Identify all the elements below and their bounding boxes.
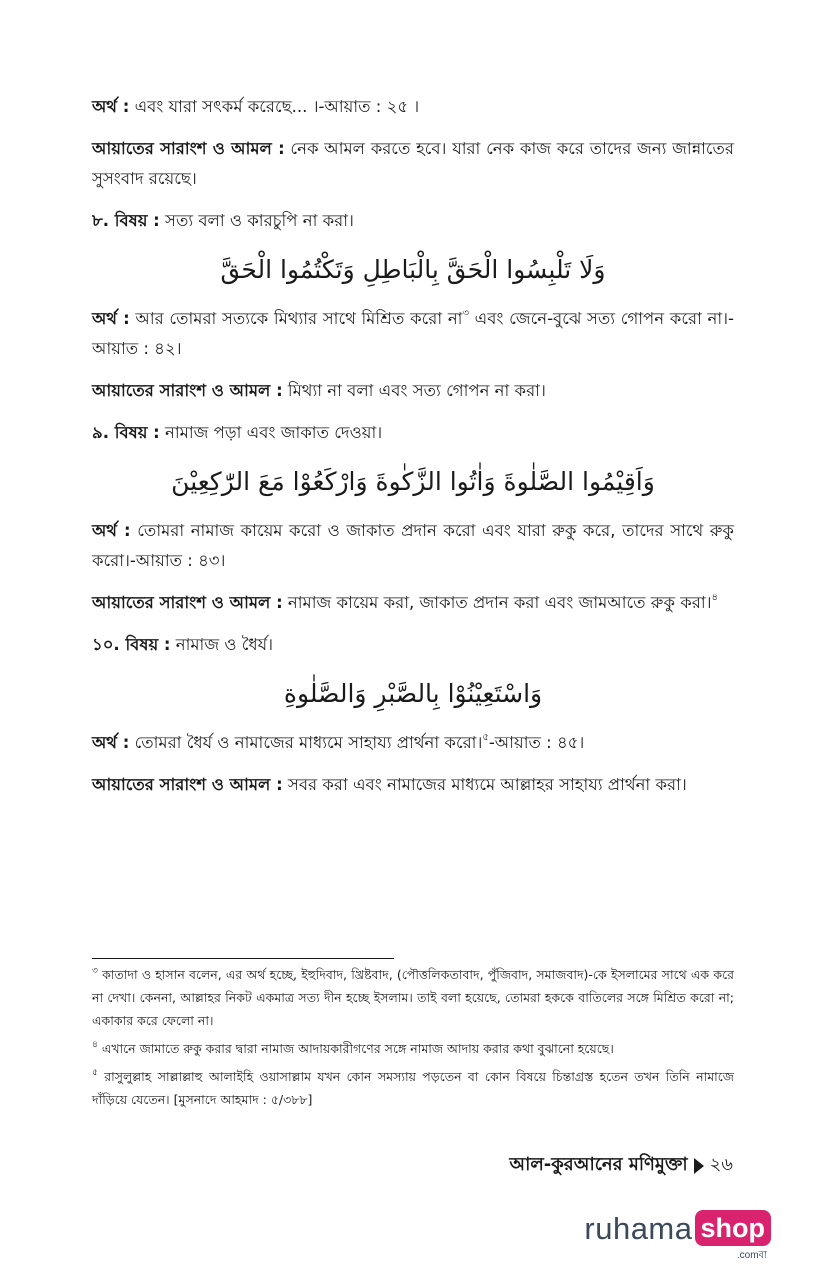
meaning-text: আর তোমরা সত্যকে মিথ্যার সাথে মিশ্রিত করো না bbox=[129, 309, 463, 328]
meaning-text: তোমরা ধৈর্য ও নামাজের মাধ্যমে সাহায্য প্রার্থনা করো। bbox=[129, 733, 483, 752]
summary-text: নামাজ কায়েম করা, জাকাত প্রদান করা এবং জামআতে রুকু করা। bbox=[282, 593, 712, 612]
meaning-label: অর্থ : bbox=[92, 309, 130, 328]
summary-paragraph bbox=[92, 134, 734, 194]
meaning-text: এবং যারা সৎকর্ম করেছে... ।-আয়াত : ২৫ । bbox=[129, 97, 420, 116]
topic-heading bbox=[92, 630, 734, 660]
meaning-text: তোমরা নামাজ কায়েম করো ও জাকাত প্রদান করো এবং যারা রুকু করে, তাদের সাথে রুকু করো।-আয়াত : ৪৩। bbox=[92, 521, 734, 570]
footnote-text: কাতাদা ও হাসান বলেন, এর অর্থ হচ্ছে, ইহুদিবাদ, খ্রিষ্টবাদ, (পৌত্তলিকতাবাদ, পুঁজিবাদ, সমাজবাদ)-কে ইসলামের সাথে এক করে না দেখা। কেননা, আল্লাহর নিকট একমাত্র সত্য দীন হচ্ছে ইসলাম। তাই বলা হয়েছে, তোমরা হককে বাতিলের সঙ্গে মিশ্রিত করো না; একাকার করে ফেলো না। bbox=[92, 967, 734, 1028]
footnote-mark: ৫ bbox=[92, 1068, 98, 1078]
footnotes bbox=[92, 963, 734, 1116]
summary-text: নেক আমল করতে হবে। যারা নেক কাজ করে তাদের জন্য জান্নাতের সুসংবাদ রয়েছে। bbox=[92, 139, 734, 188]
logo-word: ruhama bbox=[584, 1211, 693, 1246]
meaning-paragraph bbox=[92, 92, 734, 122]
footnote bbox=[92, 963, 734, 1032]
meaning-text: এবং জেনে-বুঝে সত্য গোপন করো না।-আয়াত : ৪২। bbox=[92, 309, 734, 358]
meaning-text: -আয়াত : ৪৫। bbox=[488, 733, 585, 752]
meaning-label: অর্থ : bbox=[92, 733, 130, 752]
book-title: আল-কুরআনের মণিমুক্তা bbox=[509, 1154, 688, 1175]
summary-text: সবর করা এবং নামাজের মাধ্যমে আল্লাহর সাহায্য প্রার্থনা করা। bbox=[282, 775, 687, 794]
meaning-label: অর্থ : bbox=[92, 97, 130, 116]
arabic-verse: وَلَا تَلْبِسُوا الْحَقَّ بِالْبَاطِلِ وَتَكْتُمُوا الْحَقَّ bbox=[220, 255, 606, 284]
meaning-paragraph bbox=[92, 304, 734, 364]
watermark-logo bbox=[584, 1210, 771, 1261]
meaning-paragraph bbox=[92, 728, 734, 758]
logo-suffix: .comবা bbox=[736, 1250, 767, 1261]
topic-label: ৮. বিষয় : bbox=[92, 211, 160, 230]
topic-heading bbox=[92, 418, 734, 448]
topic-text: নামাজ ও ধৈর্য। bbox=[170, 635, 274, 654]
footnote-ref[interactable]: ৪ bbox=[711, 592, 719, 603]
footnote-text: এখানে জামাতে রুকু করার দ্বারা নামাজ আদায়কারীগণের সঙ্গে নামাজ আদায় করার কথা বুঝানো হয়েছে। bbox=[97, 1041, 614, 1056]
arabic-verse: وَاَقِيْمُوا الصَّلٰوةَ وَاٰتُوا الزَّكٰوةَ وَارْكَعُوْا مَعَ الرّٰكِعِيْنَ bbox=[171, 467, 655, 496]
footnote-text: রাসুলুল্লাহ সাল্লাল্লাহু আলাইহি ওয়াসাল্লাম যখন কোন সমস্যায় পড়তেন বা কোন বিষয়ে চিন্তাগ্রস্ত হতেন তখন তিনি নামাজে দাঁড়িয়ে যেতেন। [মুসনাদে আহমাদ : ৫/৩৮৮] bbox=[92, 1069, 734, 1107]
summary-label: আয়াতের সারাংশ ও আমল : bbox=[92, 381, 283, 400]
summary-label: আয়াতের সারাংশ ও আমল : bbox=[92, 139, 285, 158]
meaning-paragraph bbox=[92, 516, 734, 576]
topic-text: নামাজ পড়া এবং জাকাত দেওয়া। bbox=[159, 423, 383, 442]
triangle-right-icon bbox=[694, 1158, 704, 1174]
meaning-label: অর্থ : bbox=[92, 521, 131, 540]
summary-label: আয়াতের সারাংশ ও আমল : bbox=[92, 775, 283, 794]
topic-label: ১০. বিষয় : bbox=[92, 635, 171, 654]
summary-paragraph bbox=[92, 376, 734, 406]
summary-label: আয়াতের সারাংশ ও আমল : bbox=[92, 593, 283, 612]
footnote bbox=[92, 1065, 734, 1111]
summary-paragraph bbox=[92, 770, 734, 800]
topic-label: ৯. বিষয় : bbox=[92, 423, 160, 442]
summary-paragraph bbox=[92, 588, 734, 618]
summary-text: মিথ্যা না বলা এবং সত্য গোপন না করা। bbox=[282, 381, 546, 400]
footnote-divider bbox=[92, 958, 394, 959]
topic-text: সত্য বলা ও কারচুপি না করা। bbox=[159, 211, 354, 230]
page-number: ২৬ bbox=[709, 1154, 733, 1175]
logo-badge: shop bbox=[695, 1210, 772, 1246]
page-body bbox=[92, 92, 734, 812]
footnote-ref[interactable]: ৫ bbox=[482, 732, 489, 743]
arabic-verse: وَاسْتَعِيْنُوْا بِالصَّبْرِ وَالصَّلٰوةِ bbox=[283, 679, 543, 708]
topic-heading bbox=[92, 206, 734, 236]
footnote-mark: ৪ bbox=[92, 1040, 98, 1050]
footnote-ref[interactable]: ৩ bbox=[462, 308, 469, 319]
running-footer bbox=[509, 1150, 733, 1181]
footnote bbox=[92, 1037, 734, 1060]
footnote-mark: ৩ bbox=[92, 966, 98, 976]
